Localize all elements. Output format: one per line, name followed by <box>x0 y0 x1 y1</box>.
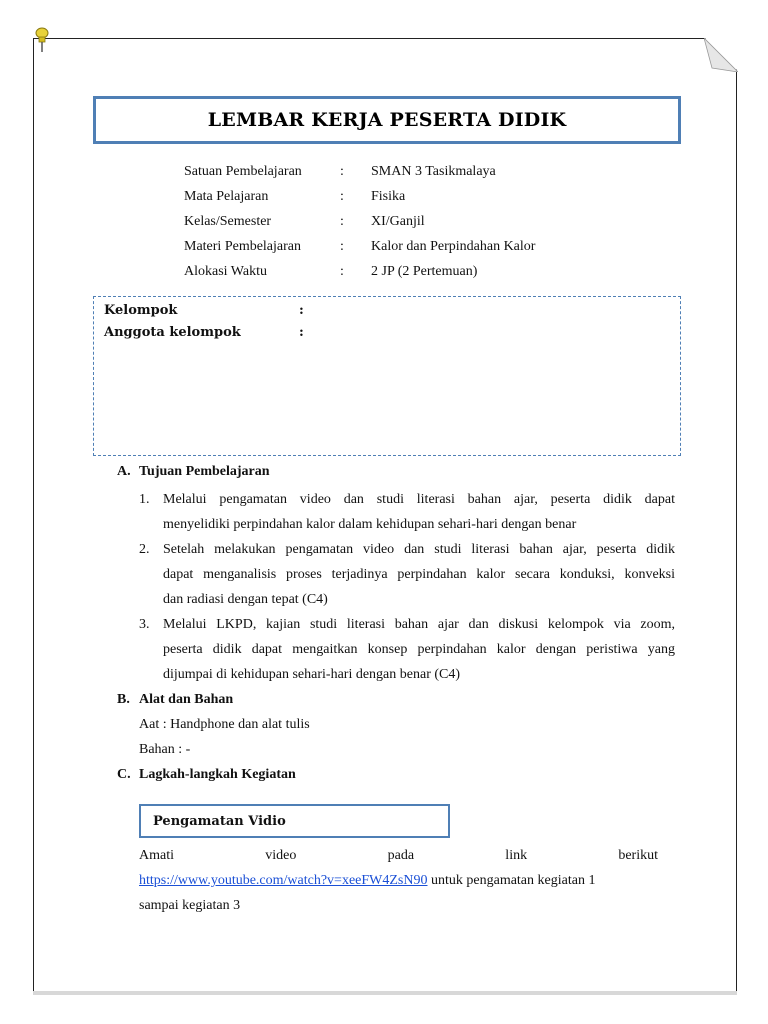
section-c-heading <box>117 767 296 783</box>
info-colon: : <box>340 214 344 229</box>
info-value: Kalor dan Perpindahan Kalor <box>371 239 536 254</box>
section-letter: C. <box>117 767 131 782</box>
objective-item-3 <box>139 612 675 687</box>
instruction-line-1: Amati video pada link berikut <box>139 848 658 863</box>
info-label: Kelas/Semester <box>184 214 272 229</box>
info-label: Materi Pembelajaran <box>184 239 302 254</box>
instruction-line-2-rest: untuk pengamatan kegiatan 1 <box>427 873 596 888</box>
objective-item-1 <box>139 487 675 537</box>
bahan-text: Bahan : - <box>139 742 191 757</box>
info-label: Alokasi Waktu <box>184 264 267 279</box>
kelompok-colon: : <box>299 303 304 318</box>
kelompok-label: Kelompok <box>104 303 178 318</box>
pushpin-icon <box>30 26 54 54</box>
item-number: 2. <box>139 542 150 557</box>
group-row-kelompok <box>104 303 304 318</box>
item-number: 3. <box>139 617 150 632</box>
section-letter: A. <box>117 464 131 479</box>
anggota-colon: : <box>299 325 304 340</box>
page-title: LEMBAR KERJA PESERTA DIDIK <box>207 109 567 131</box>
section-title: Lagkah-langkah Kegiatan <box>139 767 296 782</box>
title-box <box>93 96 681 144</box>
item-line: dijumpai di kehidupan sehari-hari dengan benar (C4) <box>163 667 461 682</box>
info-colon: : <box>340 164 344 179</box>
item-line: Melalui pengamatan video dan studi literasi bahan ajar, peserta didik dapat <box>163 492 675 507</box>
info-value: SMAN 3 Tasikmalaya <box>371 164 496 179</box>
page-corner-fold-icon <box>704 38 738 72</box>
item-line: dapat menganalisis proses terjadinya perpindahan kalor secara konduksi, konveksi <box>163 567 675 582</box>
group-row-anggota <box>104 325 304 340</box>
item-number: 1. <box>139 492 150 507</box>
info-value: 2 JP (2 Pertemuan) <box>371 264 478 279</box>
anggota-label: Anggota kelompok <box>104 325 241 340</box>
instruction-paragraph <box>139 843 658 918</box>
section-a-heading <box>117 464 270 480</box>
section-letter: B. <box>117 692 130 707</box>
group-box <box>93 296 681 456</box>
info-colon: : <box>340 189 344 204</box>
page-shadow <box>33 991 737 995</box>
item-line: dan radiasi dengan tepat (C4) <box>163 592 328 607</box>
instruction-line-3: sampai kegiatan 3 <box>139 898 241 913</box>
info-value: XI/Ganjil <box>371 214 425 229</box>
section-b-heading <box>117 692 233 708</box>
section-title: Tujuan Pembelajaran <box>139 464 270 479</box>
alat-text: Aat : Handphone dan alat tulis <box>139 717 310 732</box>
item-line: Melalui LKPD, kajian studi literasi bahan ajar dan diskusi kelompok via zoom, <box>163 617 675 632</box>
section-title: Alat dan Bahan <box>139 692 234 707</box>
info-label: Satuan Pembelajaran <box>184 164 302 179</box>
observation-title: Pengamatan Vidio <box>153 813 286 829</box>
item-line: menyelidiki perpindahan kalor dalam kehidupan sehari-hari dengan benar <box>163 517 577 532</box>
youtube-link[interactable]: https://www.youtube.com/watch?v=xeeFW4ZsN90 <box>139 873 428 888</box>
instruction-line-2 <box>139 868 658 893</box>
info-label: Mata Pelajaran <box>184 189 269 204</box>
item-line: peserta didik dapat mengaitkan konsep perpindahan kalor dengan peristiwa yang <box>163 642 675 657</box>
info-colon: : <box>340 239 344 254</box>
objective-item-2 <box>139 537 675 612</box>
info-value: Fisika <box>371 189 406 204</box>
info-colon: : <box>340 264 344 279</box>
observation-box <box>139 804 450 838</box>
item-line: Setelah melakukan pengamatan video dan studi literasi bahan ajar, peserta didik <box>163 542 675 557</box>
